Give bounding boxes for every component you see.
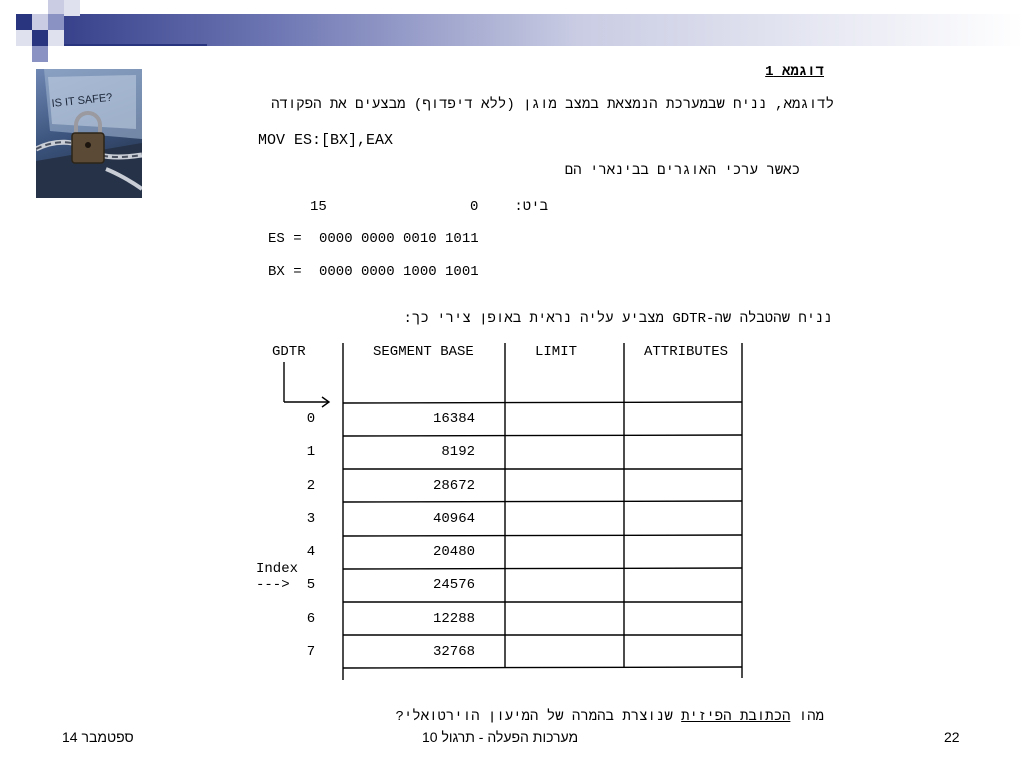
segment-base-value: 28672 bbox=[432, 478, 475, 494]
question-before: מהו bbox=[798, 709, 824, 725]
footer-course: מערכות הפעלה - תרגול 10 bbox=[422, 729, 579, 745]
row-index: 0 bbox=[306, 411, 316, 427]
column-header-segment-base: SEGMENT BASE bbox=[373, 344, 474, 360]
bit-label: ביט: bbox=[514, 199, 548, 215]
question-underlined: הכתובת הפיזית bbox=[681, 709, 791, 725]
footer-date: ספטמבר 14 bbox=[62, 729, 134, 745]
intro-text: לדוגמא, נניח שבמערכת הנמצאת במצב מוגן (ללא דיפדוף) מבצעים את הפקודה bbox=[271, 97, 834, 113]
register-name: ES = bbox=[268, 231, 302, 247]
column-header-attributes: ATTRIBUTES bbox=[644, 344, 729, 360]
register-value: 0000 0000 0010 1011 bbox=[319, 231, 479, 247]
registers-intro: כאשר ערכי האוגרים בבינארי הם bbox=[564, 163, 800, 179]
example-title: דוגמא 1 bbox=[765, 64, 824, 80]
instruction-text: MOV ES:[BX],EAX bbox=[258, 132, 394, 149]
row-index: 1 bbox=[306, 444, 316, 460]
gdtr-label: GDTR bbox=[272, 344, 306, 360]
index-label: Index bbox=[256, 561, 299, 577]
segment-base-value: 40964 bbox=[432, 511, 475, 527]
bit-low: 0 bbox=[470, 199, 479, 215]
bit-high: 15 bbox=[310, 199, 327, 215]
index-arrow: ---> bbox=[256, 577, 290, 593]
segment-base-value: 32768 bbox=[432, 644, 475, 660]
segment-base-value: 12288 bbox=[432, 611, 475, 627]
page-number: 22 bbox=[944, 729, 960, 745]
segment-base-value: 24576 bbox=[432, 577, 475, 593]
row-index: 2 bbox=[306, 478, 316, 494]
row-index: 3 bbox=[306, 511, 316, 527]
segment-base-value: 20480 bbox=[432, 544, 475, 560]
row-index: 6 bbox=[306, 611, 316, 627]
row-index: 4 bbox=[306, 544, 316, 560]
question-text bbox=[396, 709, 825, 725]
gdtr-description: נניח שהטבלה שה-GDTR מצביע עליה נראית באופן צירי כך: bbox=[403, 311, 832, 327]
segment-base-value: 8192 bbox=[441, 444, 475, 460]
row-index: 7 bbox=[306, 644, 316, 660]
image-caption: IS IT SAFE? bbox=[51, 91, 113, 110]
register-value: 0000 0000 1000 1001 bbox=[319, 264, 479, 280]
register-name: BX = bbox=[268, 264, 302, 280]
row-index: 5 bbox=[306, 577, 316, 593]
question-after: שנוצרת בהמרה של המיעון הוירטואלי? bbox=[395, 709, 673, 725]
column-header-limit: LIMIT bbox=[535, 344, 578, 360]
segment-base-value: 16384 bbox=[432, 411, 475, 427]
